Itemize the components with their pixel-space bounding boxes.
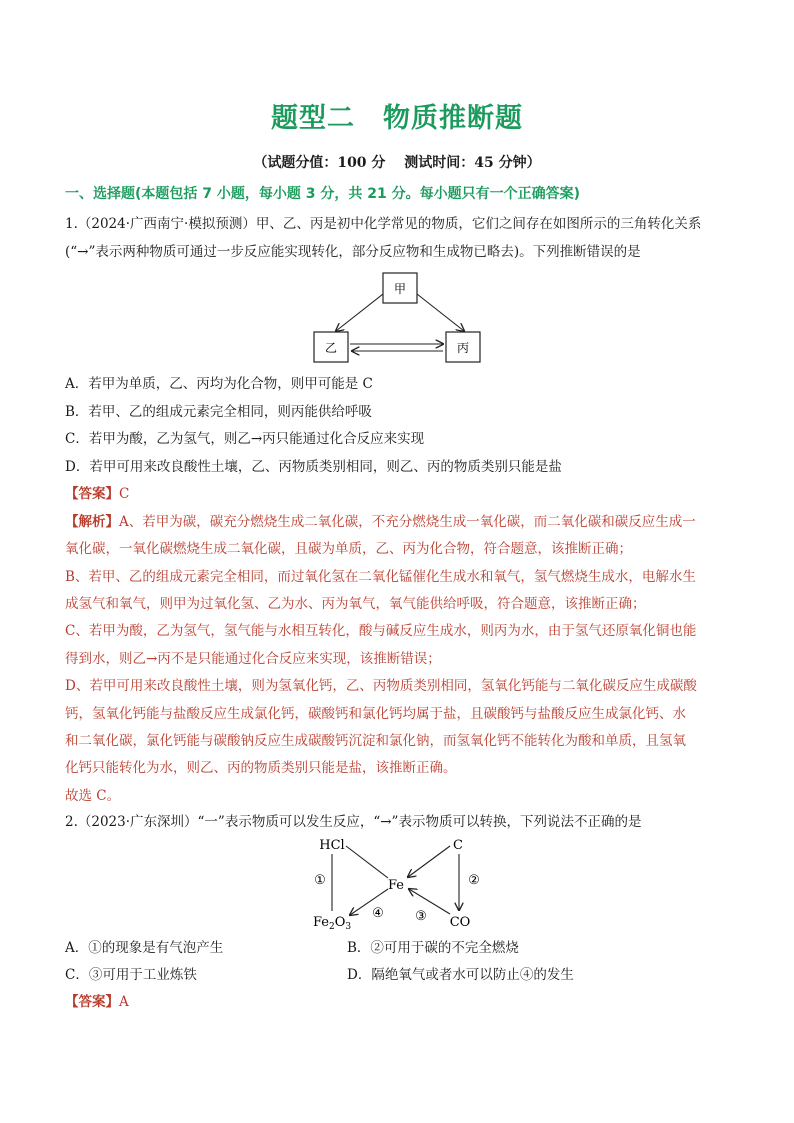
q1-option-d: D．若甲可用来改良酸性土壤，乙、丙物质类别相同，则乙、丙的物质类别只能是盐 <box>65 459 562 475</box>
q2-answer-label: 【答案】 <box>65 994 119 1010</box>
q1-arrow-top-left <box>336 294 383 331</box>
q1-analysis-line-1 <box>65 512 745 532</box>
q1-option-c: C．若甲为酸，乙为氢气，则乙→丙只能通过化合反应来实现 <box>65 431 425 447</box>
q2-answer <box>65 992 745 1012</box>
q2-num-1: ① <box>314 873 326 888</box>
q2-option-d: D．隔绝氧气或者水可以防止④的发生 <box>347 967 574 983</box>
q1-stem-line-1: 1.（2024·广西南宁·模拟预测）甲、乙、丙是初中化学常见的物质，它们之间存在如图所示的三角转化关系 <box>65 216 702 232</box>
q2-label-c: C <box>453 838 463 853</box>
exam-info: （试题分值：100 分 测试时间：45 分钟） <box>253 155 541 171</box>
q1-answer <box>65 484 745 504</box>
section-heading: 一、选择题(本题包括 7 小题，每小题 3 分，共 21 分。每小题只有一个正确答案) <box>65 186 581 202</box>
q1-option-a: A．若甲为单质，乙、丙均为化合物，则甲可能是 C <box>65 376 373 392</box>
q1-analysis-line-9: 和二氧化碳，氯化钙能与碳酸钠反应生成碳酸钙沉淀和氯化钠，而氢氧化钙不能转化为酸和单质，且氢氧 <box>65 733 686 749</box>
page-title: 题型二 物质推断题 <box>271 103 523 134</box>
q1-analysis-label: 【解析】 <box>65 514 119 530</box>
q2-line-hcl-fe <box>346 846 388 878</box>
q2-arrow-c-fe <box>408 846 450 877</box>
q2-label-fe: Fe <box>387 878 405 893</box>
q1-analysis-line-5: C、若甲为酸，乙为氢气，氢气能与水相互转化，酸与碱反应生成水，则丙为水，由于氢气还原氧化铜也能 <box>65 623 697 639</box>
q2-option-c: C．③可用于工业炼铁 <box>65 967 197 983</box>
q1-analysis-line-6: 得到水，则乙→丙不是只能通过化合反应来实现，该推断错误； <box>65 651 441 667</box>
q2-option-a: A．①的现象是有气泡产生 <box>65 940 224 956</box>
q1-analysis-line-2: 氧化碳，一氧化碳燃烧生成二氧化碳，且碳为单质，乙、丙为化合物，符合题意，该推断正确； <box>65 541 632 557</box>
q2-num-2: ② <box>468 873 480 888</box>
q2-num-4: ④ <box>372 906 384 921</box>
q1-answer-label: 【答案】 <box>65 486 119 502</box>
q2-answer-value: A <box>119 994 129 1010</box>
q2-label-hcl: HCl <box>319 838 345 853</box>
q1-label-left: 乙 <box>324 341 338 355</box>
q2-reaction-diagram <box>300 832 500 932</box>
q1-analysis-line-4: 成氢气和氧气，则甲为过氧化氢、乙为水、丙为氧气，氧气能供给呼吸，符合题意，该推断正确； <box>65 596 646 612</box>
q2-stem: 2.（2023·广东深圳）“一”表示物质可以发生反应，“→”表示物质可以转换，下列说法不正确的是 <box>65 814 642 830</box>
q1-stem-line-2: (“→”表示两种物质可通过一步反应能实现转化，部分反应物和生成物已略去)。下列推断错误的是 <box>65 244 641 260</box>
q1-triangle-diagram <box>300 268 500 373</box>
q1-arrow-top-right <box>417 294 464 331</box>
q2-num-3: ③ <box>415 909 427 924</box>
q1-conclusion: 故选 C。 <box>65 788 121 804</box>
q1-label-top: 甲 <box>393 282 407 296</box>
q2-label-co: CO <box>449 915 471 930</box>
q1-analysis-line-8: 钙，氢氧化钙能与盐酸反应生成氯化钙，碳酸钙和氯化钙均属于盐，且碳酸钙与盐酸反应生成氯化钙、水 <box>65 706 686 722</box>
q1-label-right: 丙 <box>456 341 470 355</box>
q1-analysis-line-7: D、若甲可用来改良酸性土壤，则为氢氧化钙，乙、丙物质类别相同，氢氧化钙能与二氧化碳反应生成碳酸 <box>65 678 697 694</box>
q1-answer-value: C <box>119 486 130 502</box>
q1-option-b: B．若甲、乙的组成元素完全相同，则丙能供给呼吸 <box>65 404 372 420</box>
q2-label-fe2o3: $Fe_2O_3$ <box>313 915 352 932</box>
q2-option-b: B．②可用于碳的不完全燃烧 <box>347 940 519 956</box>
q1-analysis-line-10: 化钙只能转化为水，则乙、丙的物质类别只能是盐，该推断正确。 <box>65 760 457 776</box>
q1-analysis-line-3: B、若甲、乙的组成元素完全相同，而过氧化氢在二氧化锰催化生成水和氧气，氢气燃烧生成水，电解水生 <box>65 569 696 585</box>
q1-analysis-text-1: A、若甲为碳，碳充分燃烧生成二氧化碳，不充分燃烧生成一氧化碳，而二氧化碳和碳反应生成一 <box>119 514 696 530</box>
